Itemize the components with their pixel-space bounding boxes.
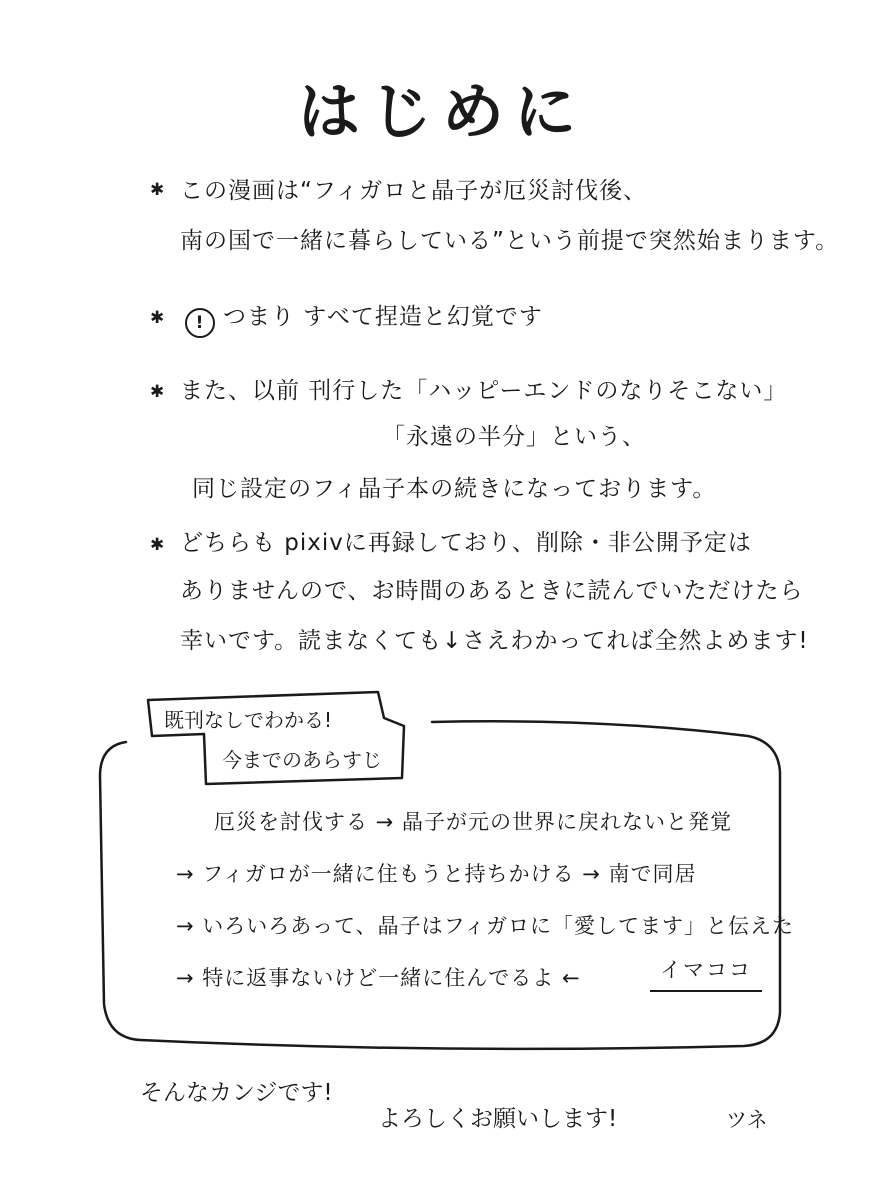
- bullet-4-line-1: どちらも pixivに再録しており、削除・非公開予定は: [180, 530, 752, 556]
- bullet-1-line-1: この漫画は“フィガロと晶子が厄災討伐後、: [180, 178, 648, 204]
- author-signature: ツネ: [726, 1108, 768, 1132]
- bullet-2-text: つまり すべて捏造と幻覚です: [223, 304, 543, 330]
- bullet-4-line-2: ありませんので、お時間のあるときに読んでいただけたら: [180, 578, 804, 604]
- bullet-3-line-1: また、以前 刊行した「ハッピーエンドのなりそこない」: [180, 378, 788, 404]
- bullet-4-line-3: 幸いです。読まなくても↓さえわかってれば全然よめます!: [180, 628, 809, 654]
- story-line-1: 厄災を討伐する → 晶子が元の世界に戻れないと発覚: [214, 810, 732, 834]
- summary-tag-line-1: 既刊なしでわかる!: [164, 708, 333, 732]
- warning-icon: !: [185, 308, 215, 338]
- story-line-4: → 特に返事ないけど一緒に住んでるよ ←: [176, 966, 581, 990]
- closing-line-1: そんなカンジです!: [140, 1080, 333, 1106]
- summary-tag-line-2: 今までのあらすじ: [222, 748, 382, 772]
- bullet-3-line-3: 同じ設定のフィ晶子本の続きになっております。: [192, 476, 717, 502]
- bullet-3-line-2: 「永遠の半分」という、: [382, 424, 646, 450]
- star-bullet-icon: ✱: [150, 180, 165, 200]
- star-bullet-icon: ✱: [150, 308, 165, 328]
- star-bullet-icon: ✱: [150, 535, 165, 555]
- bullet-1-line-2: 南の国で一緒に暮らしている”という前提で突然始まります。: [180, 228, 840, 254]
- closing-line-2: よろしくお願いします!: [378, 1106, 618, 1132]
- story-line-2: → フィガロが一緒に住もうと持ちかける → 南で同居: [176, 862, 697, 886]
- here-label: イマココ: [650, 954, 762, 992]
- page-title: はじめに: [297, 75, 586, 148]
- story-line-3: → いろいろあって、晶子はフィガロに「愛してます」と伝えた: [176, 914, 794, 938]
- star-bullet-icon: ✱: [150, 382, 165, 402]
